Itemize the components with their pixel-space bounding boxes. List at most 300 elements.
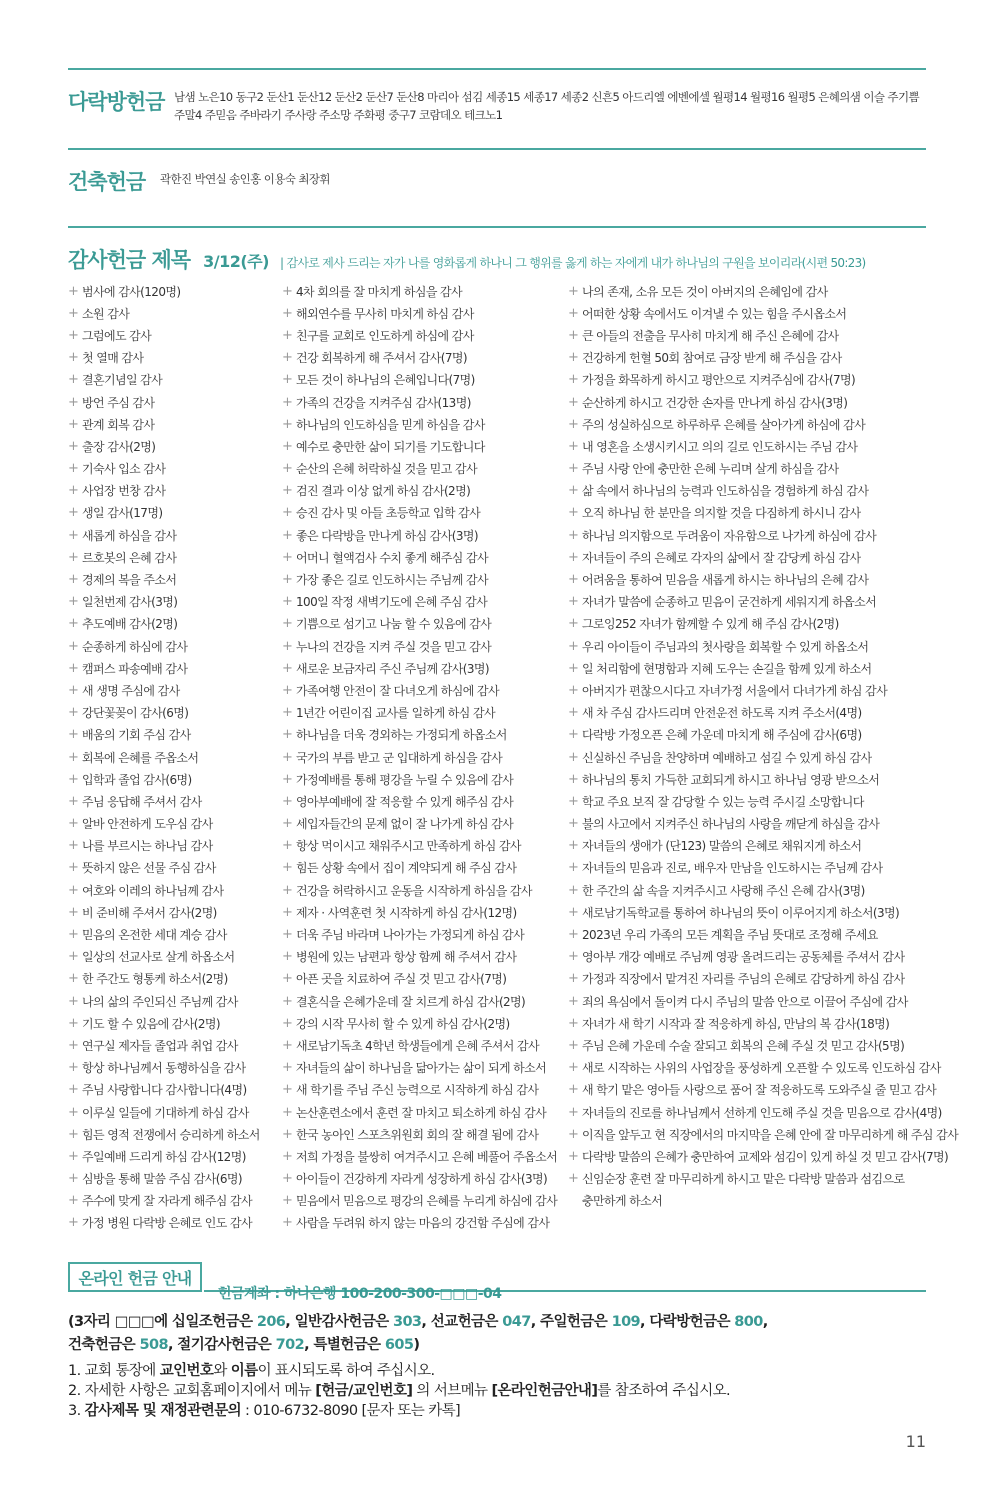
thanks-item (68, 568, 278, 590)
thanks-item-text: 소원 감사 (82, 306, 130, 321)
thanks-item (68, 1101, 278, 1123)
thanks-item (282, 1212, 572, 1234)
thanks-item-text: 한 주간의 삶 속을 지켜주시고 사랑해 주신 은혜 감사(3명) (582, 883, 865, 898)
note-3: 3. 감사제목 및 재정관련문의 : 010-6732-8090 [문자 또는 카톡] (68, 1403, 461, 1419)
plus-icon: + (568, 1148, 579, 1164)
thanks-item (68, 635, 278, 657)
thanks-item (282, 768, 572, 790)
thanks-item-text: 다락방 말씀의 은혜가 충만하여 교제와 섬김이 있게 하실 것 믿고 감사(7명) (582, 1149, 949, 1164)
thanks-item (68, 347, 278, 369)
plus-icon: + (282, 350, 293, 366)
plus-icon: + (568, 660, 579, 676)
thanks-item (282, 1057, 572, 1079)
thanks-item (68, 391, 278, 413)
thanks-item (282, 458, 572, 480)
thanks-item (568, 879, 938, 901)
plus-icon: + (68, 705, 79, 721)
thanks-item (568, 724, 938, 746)
plus-icon: + (282, 327, 293, 343)
thanks-item (68, 790, 278, 812)
thanks-item (68, 480, 278, 502)
thanks-item-text: 연구실 제자들 졸업과 취업 감사 (82, 1038, 238, 1053)
thanks-item-text: 새로운 보금자리 주신 주님께 감사(3명) (296, 661, 489, 676)
plus-icon: + (568, 1104, 579, 1120)
thanks-item (568, 391, 938, 413)
plus-icon: + (282, 682, 293, 698)
plus-icon: + (282, 749, 293, 765)
darakbang-title: 다락방헌금 (68, 90, 165, 114)
thanks-item-text: 주님 은혜 가운데 수술 잘되고 회복의 은혜 주실 것 믿고 감사(5명) (582, 1038, 905, 1053)
plus-icon: + (568, 882, 579, 898)
thanks-item-text: 학교 주요 보직 잘 감당할 수 있는 능력 주시길 소망합니다 (582, 794, 864, 809)
thanks-item (282, 480, 572, 502)
thanks-item (282, 813, 572, 835)
account-info: 헌금계좌 : 하나은행 100-200-300-□□□-04 (218, 1286, 502, 1302)
thanks-item (68, 746, 278, 768)
thanks-item-text: 저희 가정을 불쌍히 여겨주시고 은혜 베풀어 주옵소서 (296, 1149, 558, 1164)
thanks-item (568, 990, 938, 1012)
thanks-item-text: 주의 성실하심으로 하루하루 은혜를 살아가게 하심에 감사 (582, 417, 866, 432)
thanks-item-text: 자녀가 말씀에 순종하고 믿음이 굳건하게 세워지게 하옵소서 (582, 595, 877, 610)
thanks-item-text: 가족여행 안전이 잘 다녀오게 하심에 감사 (296, 683, 499, 698)
thanks-item (68, 524, 278, 546)
thanks-item-text: 그럼에도 감사 (82, 328, 152, 343)
plus-icon: + (68, 572, 79, 588)
thanks-item (568, 946, 938, 968)
plus-icon: + (568, 949, 579, 965)
thanks-item (568, 591, 938, 613)
thanks-item-text: 한 주간도 형통케 하소서(2명) (82, 972, 228, 987)
thanks-item-text: 관계 회복 감사 (82, 417, 155, 432)
thanks-item (568, 1101, 942, 1123)
thanks-item (568, 968, 938, 990)
online-offering-title: 온라인 헌금 안내 (68, 1262, 202, 1292)
plus-icon: + (282, 1060, 293, 1076)
thanks-item-text: 하나님의 통치 가득한 교회되게 하시고 하나님 영광 받으소서 (582, 772, 880, 787)
thanks-item-text: 죄의 욕심에서 돌이켜 다시 주님의 말씀 안으로 이끌어 주심에 감사 (582, 994, 908, 1009)
thanks-item-text: 일 처리함에 현명함과 지혜 도우는 손길을 함께 있게 하소서 (582, 661, 872, 676)
plus-icon: + (68, 1148, 79, 1164)
thanks-item-text: 자녀가 새 학기 시작과 잘 적응하게 하심, 만남의 복 감사(18명) (582, 1016, 890, 1031)
thanks-item (282, 1079, 572, 1101)
thanks-item-text: 4차 회의를 잘 마치게 하심을 감사 (296, 284, 463, 299)
plus-icon: + (568, 749, 579, 765)
plus-icon: + (282, 483, 293, 499)
plus-icon: + (282, 1082, 293, 1098)
page-number: 11 (905, 1432, 926, 1451)
thanks-item-text: 새로남기독학교를 통하여 하나님의 뜻이 이루어지게 하소서(3명) (582, 905, 900, 920)
darakbang-line1: 남샘 노은10 동구2 둔산1 둔산12 둔산2 둔산7 둔산8 마리아 섬김 세종15 세종17 세종2 신흔5 아드리엘 에벤에셀 월평14 월평16 월평5 은혜의샘 이슬 주기쁨 (174, 90, 919, 104)
thanks-item-text: 논산훈련소에서 훈련 잘 마치고 퇴소하게 하심 감사 (296, 1105, 547, 1120)
thanks-item (282, 568, 572, 590)
plus-icon: + (282, 527, 293, 543)
plus-icon: + (282, 416, 293, 432)
plus-icon: + (68, 549, 79, 565)
plus-icon: + (68, 793, 79, 809)
thanks-item-text: 사업장 번창 감사 (82, 484, 166, 499)
plus-icon: + (568, 1171, 579, 1187)
thanks-item-text: 아픈 곳을 치료하여 주실 것 믿고 감사(7명) (296, 972, 507, 987)
plus-icon: + (282, 505, 293, 521)
thanks-item-text: 큰 아들의 전출을 무사히 마치게 해 주신 은혜에 감사 (582, 328, 839, 343)
thanks-item (68, 1168, 278, 1190)
thanks-item (68, 324, 278, 346)
thanks-item (68, 879, 278, 901)
building-rule (68, 148, 926, 150)
plus-icon: + (68, 771, 79, 787)
plus-icon: + (282, 660, 293, 676)
plus-icon: + (282, 638, 293, 654)
thanks-item (68, 280, 278, 302)
thanks-item-text: 오직 하나님 한 분만을 의지할 것을 다짐하게 하시니 감사 (582, 506, 861, 521)
codes-line-2: 건축헌금은 508, 절기감사헌금은 702, 특별헌금은 605) (68, 1337, 420, 1353)
thanks-item (68, 990, 278, 1012)
thanks-item-text: 입학과 졸업 감사(6명) (82, 772, 192, 787)
thanks-item (282, 968, 572, 990)
thanks-item-text: 주일예배 드리게 하심 감사(12명) (82, 1149, 246, 1164)
plus-icon: + (68, 971, 79, 987)
thanks-item (568, 657, 938, 679)
plus-icon: + (282, 838, 293, 854)
plus-icon: + (68, 1126, 79, 1142)
thanks-item (282, 923, 572, 945)
thanks-item (282, 879, 572, 901)
thanks-item (282, 280, 572, 302)
thanks-item (282, 1101, 572, 1123)
thanks-item-text: 자녀들이 주의 은혜로 각자의 삶에서 잘 감당케 하심 감사 (582, 550, 861, 565)
thanks-item-text: 새로남기독초 4학년 학생들에게 은혜 주셔서 감사 (296, 1038, 539, 1053)
thanks-item-text: 세입자들간의 문제 없이 잘 나가게 하심 감사 (296, 817, 514, 832)
plus-icon: + (568, 505, 579, 521)
thanks-item-text: 새롭게 하심을 감사 (82, 528, 177, 543)
thanks-item-text: 추도예배 감사(2명) (82, 617, 178, 632)
thanks-item (68, 502, 278, 524)
thanks-item-text: 가정을 화목하게 하시고 평안으로 지켜주심에 감사(7명) (582, 373, 856, 388)
plus-icon: + (68, 616, 79, 632)
thanks-item-text: 건강하게 헌혈 50회 참여로 금장 받게 해 주심을 감사 (582, 351, 842, 366)
thanks-item-text: 사람을 두려워 하지 않는 마음의 강건함 주심에 감사 (296, 1216, 550, 1231)
plus-icon: + (68, 1082, 79, 1098)
plus-icon: + (68, 882, 79, 898)
plus-icon: + (568, 705, 579, 721)
plus-icon: + (282, 771, 293, 787)
thanks-item-text: 삶 속에서 하나님의 능력과 인도하심을 경험하게 하심 감사 (582, 484, 869, 499)
thanks-item-text: 자녀들의 생애가 (단123) 말씀의 은혜로 채워지게 하소서 (582, 839, 862, 854)
plus-icon: + (68, 483, 79, 499)
thanks-item (568, 1012, 938, 1034)
plus-icon: + (68, 816, 79, 832)
plus-icon: + (568, 327, 579, 343)
thanks-column-2 (282, 280, 572, 1234)
thanks-item (568, 1123, 959, 1145)
thanks-item (282, 857, 572, 879)
thanks-item-text: 새 생명 주심에 감사 (82, 683, 180, 698)
thanks-item-text: 첫 열매 감사 (82, 351, 144, 366)
plus-icon: + (282, 305, 293, 321)
thanks-item (282, 901, 572, 923)
thanks-item (568, 568, 938, 590)
thanks-item (568, 790, 938, 812)
thanks-title: 감사헌금 제목 (68, 248, 191, 272)
thanks-item-text: 제자 · 사역훈련 첫 시작하게 하심 감사(12명) (296, 905, 517, 920)
plus-icon: + (568, 682, 579, 698)
plus-icon: + (568, 971, 579, 987)
thanks-item (68, 613, 278, 635)
thanks-item (68, 679, 278, 701)
thanks-item-text: 하나님의 인도하심을 믿게 하심을 감사 (296, 417, 485, 432)
thanks-item-text: 순산의 은혜 허락하실 것을 믿고 감사 (296, 462, 477, 477)
plus-icon: + (68, 660, 79, 676)
thanks-item (282, 946, 572, 968)
plus-icon: + (282, 394, 293, 410)
thanks-item (568, 746, 938, 768)
thanks-item-text: 여호와 이레의 하나님께 감사 (82, 883, 224, 898)
thanks-item (568, 1034, 938, 1056)
plus-icon: + (282, 971, 293, 987)
thanks-item-text: 순종하게 하심에 감사 (82, 639, 188, 654)
plus-icon: + (282, 1015, 293, 1031)
thanks-item-text: 새로 시작하는 사위의 사업장을 풍성하게 오픈할 수 있도록 인도하심 감사 (582, 1061, 941, 1076)
thanks-item (282, 746, 572, 768)
plus-icon: + (282, 1148, 293, 1164)
thanks-item (68, 1190, 278, 1212)
thanks-item-text: 어떠한 상황 속에서도 이겨낼 수 있는 힘을 주시옵소서 (582, 306, 847, 321)
thanks-item (68, 857, 278, 879)
plus-icon: + (568, 727, 579, 743)
plus-icon: + (568, 283, 579, 299)
plus-icon: + (282, 860, 293, 876)
thanks-item (282, 591, 572, 613)
plus-icon: + (568, 1037, 579, 1053)
thanks-item-text: 100일 작정 새벽기도에 은혜 주심 감사 (296, 595, 488, 610)
plus-icon: + (568, 305, 579, 321)
note-2: 2. 자세한 사항은 교회홈페이지에서 메뉴 [헌금/교인번호] 의 서브메뉴 [온라인헌금안내]를 참조하여 주십시오. (68, 1383, 731, 1399)
thanks-item (282, 657, 572, 679)
thanks-item-text: 친구를 교회로 인도하게 하심에 감사 (296, 328, 474, 343)
thanks-item (282, 324, 572, 346)
thanks-item (568, 857, 938, 879)
plus-icon: + (282, 816, 293, 832)
plus-icon: + (68, 1015, 79, 1031)
thanks-item-text: 국가의 부름 받고 군 입대하게 하심을 감사 (296, 750, 503, 765)
thanks-item-text: 일상의 선교사로 살게 하옵소서 (82, 950, 235, 965)
thanks-item-text: 가정 병원 다락방 은혜로 인도 감사 (82, 1216, 252, 1231)
plus-icon: + (68, 372, 79, 388)
plus-icon: + (568, 438, 579, 454)
thanks-item-text: 한국 농아인 스포츠위원회 회의 잘 해결 됨에 감사 (296, 1127, 539, 1142)
plus-icon: + (68, 993, 79, 1009)
plus-icon: + (568, 1126, 579, 1142)
thanks-item (568, 324, 938, 346)
thanks-item-text: 영아부 개강 예배로 주님께 영광 올려드리는 공동체를 주셔서 감사 (582, 950, 905, 965)
thanks-item (68, 546, 278, 568)
plus-icon: + (68, 638, 79, 654)
thanks-item-text: 뜻하지 않은 선물 주심 감사 (82, 861, 216, 876)
plus-icon: + (568, 1060, 579, 1076)
thanks-item-text: 검진 결과 이상 없게 하심 감사(2명) (296, 484, 471, 499)
thanks-item (568, 280, 938, 302)
thanks-item-text: 배움의 기회 주심 감사 (82, 728, 191, 743)
plus-icon: + (68, 505, 79, 521)
thanks-item (68, 768, 278, 790)
plus-icon: + (282, 616, 293, 632)
thanks-item (68, 702, 278, 724)
thanks-item (282, 1012, 572, 1034)
thanks-item-text: 심방을 통해 말씀 주심 감사(6명) (82, 1172, 242, 1187)
thanks-item (68, 1012, 278, 1034)
thanks-item (568, 813, 938, 835)
thanks-item (282, 1190, 572, 1212)
thanks-item-text: 주님 사랑합니다 감사합니다(4명) (82, 1083, 247, 1098)
thanks-item (282, 1034, 572, 1056)
plus-icon: + (568, 904, 579, 920)
thanks-item-text: 범사에 감사(120명) (82, 284, 181, 299)
plus-icon: + (68, 283, 79, 299)
thanks-item (568, 768, 938, 790)
thanks-item-text: 생일 감사(17명) (82, 506, 163, 521)
thanks-item (68, 968, 278, 990)
thanks-item-text: 승진 감사 및 아들 초등학교 입학 감사 (296, 506, 481, 521)
thanks-item-text: 주수에 맞게 잘 자라게 해주심 감사 (82, 1194, 252, 1209)
thanks-date: 3/12(주) (203, 252, 269, 271)
plus-icon: + (68, 527, 79, 543)
thanks-item-text: 강단꽃꽂이 감사(6명) (82, 706, 189, 721)
thanks-item (68, 435, 278, 457)
thanks-item-text: 방언 주심 감사 (82, 395, 155, 410)
thanks-item (282, 613, 572, 635)
thanks-item-text: 불의 사고에서 지켜주신 하나님의 사랑을 깨닫게 하심을 감사 (582, 817, 880, 832)
thanks-item-text: 기쁨으로 섬기고 나눔 할 수 있음에 감사 (296, 617, 492, 632)
plus-icon: + (68, 394, 79, 410)
thanks-item (282, 524, 572, 546)
thanks-item (282, 1123, 572, 1145)
thanks-item (568, 901, 938, 923)
thanks-item-text: 어려움을 통하여 믿음을 새롭게 하시는 하나님의 은혜 감사 (582, 573, 869, 588)
thanks-item (568, 347, 938, 369)
thanks-item (68, 657, 278, 679)
thanks-item-text: 자녀들의 진로를 하나님께서 선하게 인도해 주실 것을 믿음으로 감사(4명) (582, 1105, 942, 1120)
thanks-item (68, 1079, 278, 1101)
plus-icon: + (68, 1193, 79, 1209)
plus-icon: + (568, 572, 579, 588)
thanks-item-text: 가정예배를 통해 평강을 누릴 수 있음에 감사 (296, 772, 514, 787)
thanks-item-text: 주님 사랑 안에 충만한 은혜 누리며 살게 하심을 감사 (582, 462, 839, 477)
thanks-item (68, 813, 278, 835)
thanks-item-text: 나의 존재, 소유 모든 것이 아버지의 은혜임에 감사 (582, 284, 828, 299)
thanks-item (568, 702, 938, 724)
plus-icon: + (68, 949, 79, 965)
plus-icon: + (568, 771, 579, 787)
plus-icon: + (568, 350, 579, 366)
thanks-item-text: 이루실 일들에 기대하게 하심 감사 (82, 1105, 249, 1120)
thanks-item (68, 302, 278, 324)
thanks-item (568, 1145, 949, 1167)
thanks-item (568, 458, 938, 480)
thanks-item (282, 546, 572, 568)
thanks-item-text: 어머니 혈액검사 수치 좋게 해주심 감사 (296, 550, 488, 565)
thanks-item-text: 다락방 가정오픈 은혜 가운데 마치게 해 주심에 감사(6명) (582, 728, 862, 743)
plus-icon: + (68, 1104, 79, 1120)
plus-icon: + (568, 838, 579, 854)
thanks-item (68, 835, 278, 857)
thanks-item (568, 835, 938, 857)
plus-icon: + (282, 882, 293, 898)
thanks-item (568, 302, 938, 324)
thanks-item-text: 새 학기 맡은 영아들 사랑으로 품어 잘 적응하도록 도와주실 줄 믿고 감사 (582, 1083, 937, 1098)
thanks-item-text: 1년간 어린이집 교사를 일하게 하심 감사 (296, 706, 495, 721)
thanks-item-text: 신임순장 훈련 잘 마무리하게 하시고 맡은 다락방 말씀과 섬김으로 (582, 1172, 905, 1187)
thanks-item (68, 458, 278, 480)
darakbang-line2: 주말4 주믿음 주바라기 주사랑 주소망 주화평 중구7 코람데오 테크노1 (174, 108, 503, 122)
thanks-item-text: 경제의 복을 주소서 (82, 573, 177, 588)
thanks-item-text: 가족의 건강을 지켜주심 감사(13명) (296, 395, 471, 410)
thanks-item-text: 우리 아이들이 주님과의 첫사랑을 회복할 수 있게 하옵소서 (582, 639, 869, 654)
thanks-item-text: 나의 삶의 주인되신 주님께 감사 (82, 994, 238, 1009)
plus-icon: + (282, 461, 293, 477)
thanks-item-text: 주님 응답해 주셔서 감사 (82, 794, 202, 809)
thanks-item (568, 524, 938, 546)
thanks-item-text: 2023년 우리 가족의 모든 계획을 주님 뜻대로 조정해 주세요 (582, 928, 878, 943)
thanks-item (282, 679, 572, 701)
thanks-item (68, 724, 278, 746)
thanks-item (68, 1123, 278, 1145)
thanks-item (282, 702, 572, 724)
thanks-item (282, 369, 572, 391)
thanks-item-text: 항상 먹이시고 채워주시고 만족하게 하심 감사 (296, 839, 521, 854)
thanks-rule (68, 226, 926, 228)
thanks-item (68, 923, 278, 945)
thanks-item-text: 믿음의 온전한 세대 계승 감사 (82, 928, 227, 943)
plus-icon: + (68, 1060, 79, 1076)
thanks-item-text: 르호봇의 은혜 감사 (82, 550, 177, 565)
thanks-item-text: 모든 것이 하나님의 은혜입니다(7명) (296, 373, 475, 388)
plus-icon: + (282, 438, 293, 454)
plus-icon: + (568, 594, 579, 610)
thanks-item (68, 413, 278, 435)
plus-icon: + (68, 927, 79, 943)
thanks-item-text: 캠퍼스 파송예배 감사 (82, 661, 188, 676)
thanks-item-text: 새 차 주심 감사드리며 안전운전 하도록 지켜 주소서(4명) (582, 706, 862, 721)
plus-icon: + (568, 793, 579, 809)
thanks-item (282, 391, 572, 413)
thanks-item-text: 일천번제 감사(3명) (82, 595, 178, 610)
thanks-item-text: 출장 감사(2명) (82, 439, 156, 454)
plus-icon: + (568, 483, 579, 499)
plus-icon: + (282, 949, 293, 965)
thanks-item-text: 결혼식을 은혜가운데 잘 치르게 하심 감사(2명) (296, 994, 526, 1009)
thanks-item (568, 635, 938, 657)
plus-icon: + (68, 327, 79, 343)
thanks-item-text: 가정과 직장에서 맡겨진 자리를 주님의 은혜로 감당하게 하심 감사 (582, 972, 905, 987)
plus-icon: + (68, 438, 79, 454)
thanks-column-1 (68, 280, 278, 1234)
thanks-item-text: 예수로 충만한 삶이 되기를 기도합니다 (296, 439, 485, 454)
thanks-item-text: 하나님 의지함으로 두려움이 자유함으로 나가게 하심에 감사 (582, 528, 877, 543)
thanks-item-text: 자녀들의 삶이 하나님을 닮아가는 삶이 되게 하소서 (296, 1061, 547, 1076)
thanks-item-text: 하나님을 더욱 경외하는 가정되게 하옵소서 (296, 728, 507, 743)
thanks-item (68, 1034, 278, 1056)
plus-icon: + (68, 727, 79, 743)
thanks-item-text: 힘든 영적 전쟁에서 승리하게 하소서 (82, 1127, 260, 1142)
thanks-item (68, 591, 278, 613)
thanks-item (282, 502, 572, 524)
thanks-item-text: 아이들이 건강하게 자라게 성장하게 하심 감사(3명) (296, 1172, 548, 1187)
plus-icon: + (568, 1082, 579, 1098)
plus-icon: + (68, 682, 79, 698)
plus-icon: + (568, 927, 579, 943)
thanks-item (568, 546, 938, 568)
thanks-item (568, 679, 938, 701)
